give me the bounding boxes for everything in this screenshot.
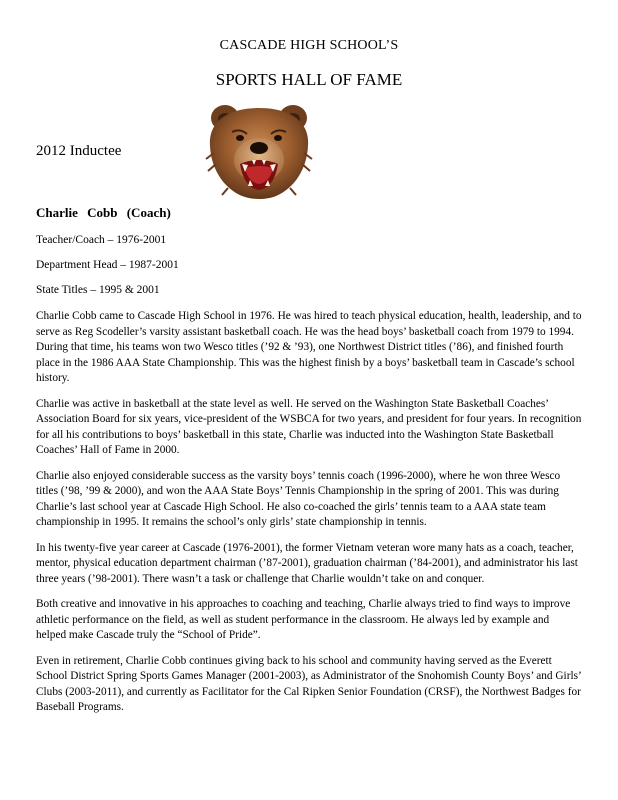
fact-state-titles: State Titles – 1995 & 2001	[36, 284, 160, 296]
bio-paragraph-retirement: Even in retirement, Charlie Cobb continues giving back to his school and community having served as the Everett School District Spring Sports Games Manager (2001-2003), as Administrator of the Snohomish County Boys’ and Girls’ Clubs (2003-2011), and currently as Facilitator for the Cal Ripken Senior Foundation (CRSF), the Northwest Badges for Baseball Programs.	[36, 654, 581, 713]
page-title-line-1: CASCADE HIGH SCHOOL’S	[219, 38, 399, 53]
inductee-facts	[36, 234, 179, 309]
bear-head-roaring-icon	[200, 98, 318, 202]
bio-paragraph-roles: In his twenty-five year career at Cascade (1976-2001), the former Vietnam veteran wore many hats as a coach, teacher, mentor, physical education department chairman (’87-2001), graduation chairman (’84-2001), and administrator his last three years (’98-2001). There wasn’t a task or challenge that Charlie wouldn’t take on and conquer.	[36, 541, 578, 585]
bio-paragraph-tennis: Charlie also enjoyed considerable success as the varsity boys’ tennis coach (1996-2000), where he won three Wesco titles (’98, ’99 & 2000), and won the AAA State Boys’ Tennis Championship in the spring of 2001. This was during Charlie’s last school year at Cascade High School. He also co-coached the girls’ tennis team to a AAA state team championship in 1995. It remains the school’s only girls’ state championship in tennis.	[36, 469, 561, 528]
bio-paragraph-innovation: Both creative and innovative in his approaches to coaching and teaching, Charlie always tried to find ways to improve athletic performance on the field, as well as student performance in the classroom. He always led by example and helped make Cascade truly the “School of Pride”.	[36, 598, 571, 641]
fact-department-head: Department Head – 1987-2001	[36, 259, 179, 271]
bio-paragraph-career: Charlie Cobb came to Cascade High School in 1976. He was hired to teach physical education, health, leadership, and to serve as Reg Scodeller’s varsity assistant basketball coach. He was the head boys’ basketball coach from 1979 to 1994. During that time, his teams won two Wesco titles (’92 & ’93), one Northwest District titles (’86), and finished fourth place in the 1986 AAA State Championship. This was the highest finish by a boys’ basketball team in Cascade’s school history.	[36, 310, 582, 384]
fact-teacher-coach: Teacher/Coach – 1976-2001	[36, 234, 167, 246]
page-title-line-2: SPORTS HALL OF FAME	[215, 70, 403, 89]
inductee-year-label: 2012 Inductee	[36, 143, 122, 159]
bio-paragraph-state-level: Charlie was active in basketball at the state level as well. He served on the Washington State Basketball Coaches’ Association Board for six years, vice-president of the WSBCA for two years, and president for four years. In recognition for all his contributions to boys’ basketball in this state, Charlie was inducted into the Washington State Basketball Coaches’ Hall of Fame in 2000.	[36, 397, 582, 456]
biography	[36, 309, 582, 726]
inductee-name: Charlie Cobb (Coach)	[36, 205, 171, 220]
